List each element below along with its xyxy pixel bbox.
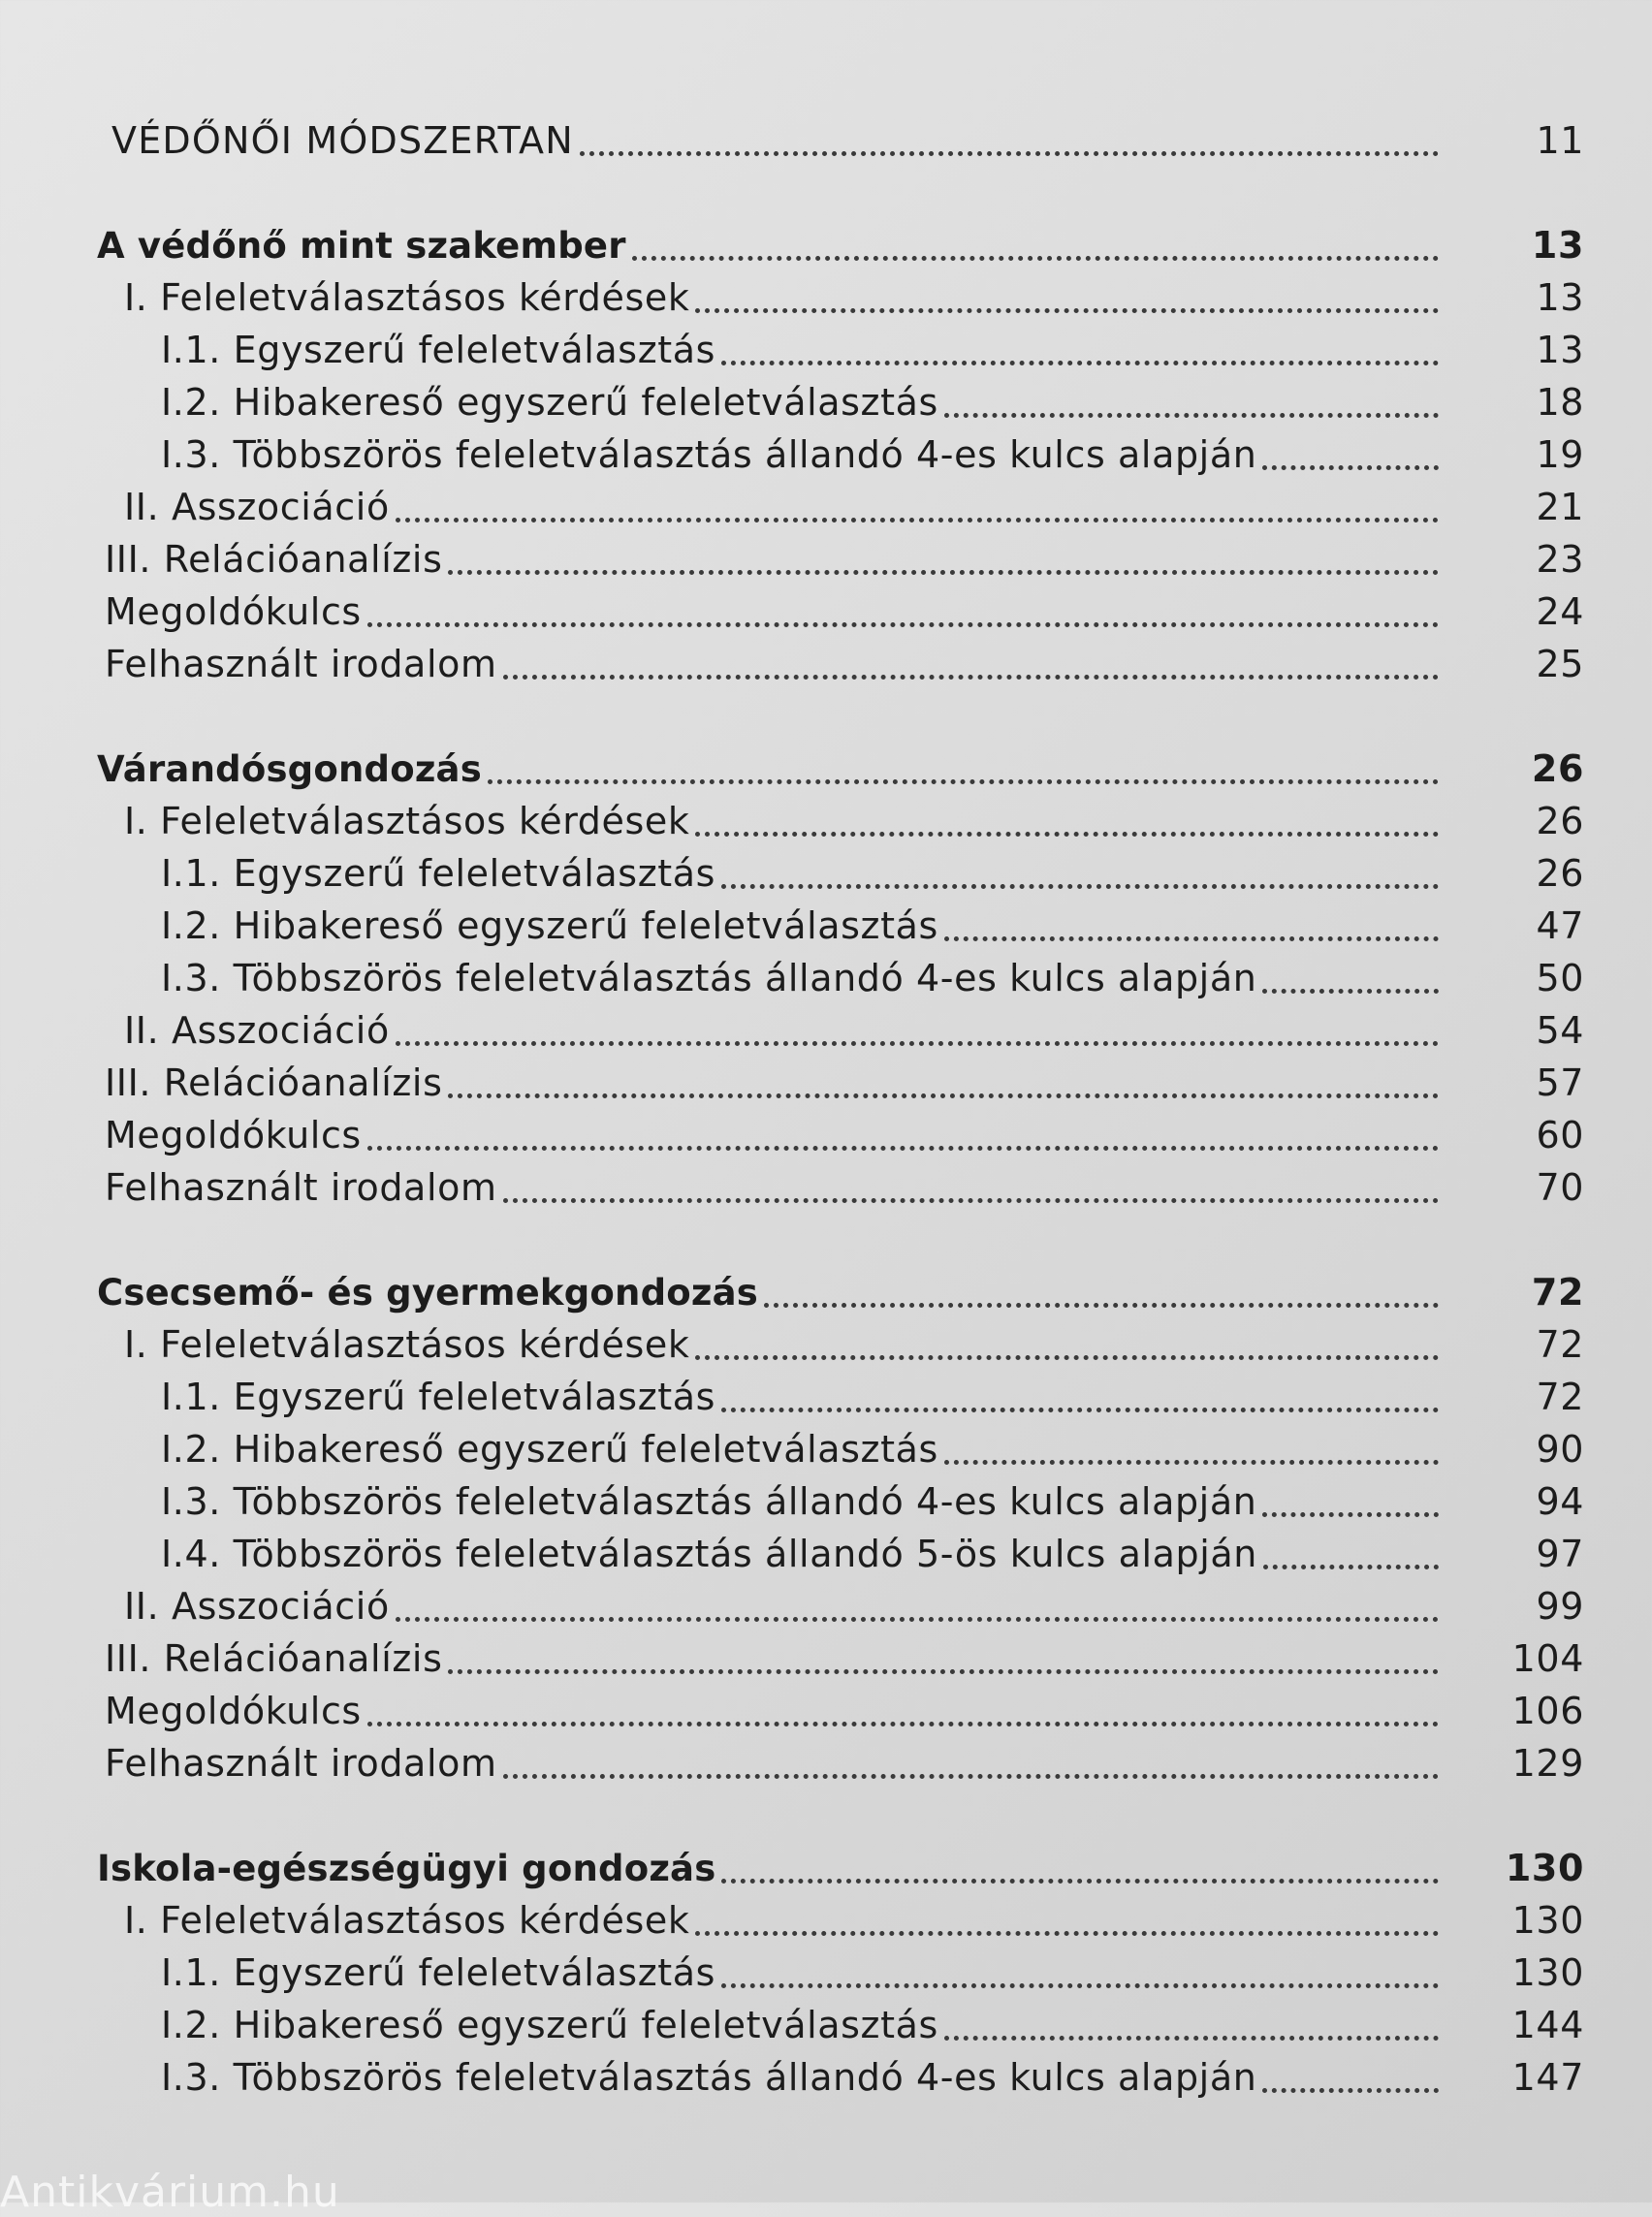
dot-leader <box>632 219 1439 261</box>
section-gap <box>97 167 1590 219</box>
toc-label: III. Relációanalízis <box>105 1061 443 1104</box>
toc-label: III. Relációanalízis <box>105 538 443 581</box>
toc-entry <box>97 1999 1590 2051</box>
toc-part-title <box>97 114 1590 167</box>
toc-label: A védőnő mint szakember <box>97 224 626 267</box>
toc-page-number: 23 <box>1536 538 1584 581</box>
toc-page-number: 54 <box>1536 1009 1584 1052</box>
toc-entry <box>97 1737 1590 1789</box>
toc-entry <box>97 1004 1590 1057</box>
toc-entry <box>97 2051 1590 2104</box>
toc-page-number: 129 <box>1511 1742 1584 1785</box>
toc-label: VÉDŐNŐI MÓDSZERTAN <box>111 119 574 162</box>
toc-page-number: 26 <box>1536 800 1584 842</box>
toc-label: Megoldókulcs <box>105 1114 362 1156</box>
toc-page-number: 97 <box>1536 1533 1584 1575</box>
toc-entry <box>97 1161 1590 1214</box>
toc-entry <box>97 586 1590 638</box>
toc-page-number: 13 <box>1536 276 1584 319</box>
toc-page-number: 147 <box>1511 2056 1584 2099</box>
toc-label: Várandósgondozás <box>97 747 482 790</box>
toc-label: I. Feleletválasztásos kérdések <box>124 800 690 842</box>
dot-leader <box>1262 2051 1439 2093</box>
toc-entry <box>97 1528 1590 1580</box>
dot-leader <box>448 533 1439 575</box>
toc-page-number: 25 <box>1536 643 1584 685</box>
toc-label: II. Asszociáció <box>124 1009 390 1052</box>
toc-label: I.3. Többszörös feleletválasztás állandó 4-es kulcs alapján <box>161 1480 1257 1523</box>
dot-leader <box>721 847 1439 889</box>
toc-label: I.2. Hibakereső egyszerű feleletválasztás <box>161 381 938 424</box>
dot-leader <box>695 1318 1439 1360</box>
toc-label: I.1. Egyszerű feleletválasztás <box>161 1951 716 1994</box>
toc-label: Felhasznált irodalom <box>105 1166 497 1209</box>
toc-label: I.1. Egyszerű feleletválasztás <box>161 1376 716 1418</box>
toc-page-number: 104 <box>1511 1637 1584 1680</box>
toc-page-number: 26 <box>1536 852 1584 895</box>
toc-page-number: 13 <box>1536 329 1584 371</box>
dot-leader <box>367 586 1439 627</box>
dot-leader <box>580 114 1439 156</box>
toc-entry <box>97 1423 1590 1475</box>
toc-label: Felhasznált irodalom <box>105 1742 497 1785</box>
toc-label: I. Feleletválasztásos kérdések <box>124 1323 690 1366</box>
toc-label: II. Asszociáció <box>124 1585 390 1628</box>
dot-leader <box>448 1632 1439 1674</box>
toc-page-number: 72 <box>1536 1323 1584 1366</box>
dot-leader <box>1263 1528 1439 1569</box>
toc-page-number: 19 <box>1536 433 1584 476</box>
section-gap <box>97 1789 1590 1842</box>
toc-entry <box>97 638 1590 690</box>
toc-entry <box>97 533 1590 586</box>
toc-label: I. Feleletválasztásos kérdések <box>124 1899 690 1942</box>
toc-label: III. Relációanalízis <box>105 1637 443 1680</box>
toc-entry <box>97 952 1590 1004</box>
toc-entry <box>97 1947 1590 1999</box>
toc-page-number: 94 <box>1536 1480 1584 1523</box>
toc-entry <box>97 1580 1590 1632</box>
toc-entry <box>97 1475 1590 1528</box>
dot-leader <box>367 1685 1439 1726</box>
dot-leader <box>721 1842 1439 1884</box>
toc-label: Megoldókulcs <box>105 590 362 633</box>
dot-leader <box>944 900 1439 941</box>
toc-entry <box>97 795 1590 847</box>
dot-leader <box>503 1161 1439 1203</box>
toc-label: I.2. Hibakereső egyszerű feleletválasztás <box>161 2004 938 2046</box>
toc-page-number: 60 <box>1536 1114 1584 1156</box>
toc-page-number: 99 <box>1536 1585 1584 1628</box>
toc-page-number: 72 <box>1531 1271 1584 1314</box>
toc-page-number: 130 <box>1505 1847 1584 1889</box>
dot-leader <box>695 271 1439 313</box>
toc-page-number: 50 <box>1536 957 1584 999</box>
toc-label: Felhasznált irodalom <box>105 643 497 685</box>
toc-entry <box>97 1318 1590 1371</box>
dot-leader <box>944 376 1439 418</box>
dot-leader <box>1262 952 1439 994</box>
dot-leader <box>695 795 1439 837</box>
toc-label: I.1. Egyszerű feleletválasztás <box>161 329 716 371</box>
toc-entry <box>97 1894 1590 1947</box>
toc-page-number: 72 <box>1536 1376 1584 1418</box>
toc-page-number: 11 <box>1536 119 1584 162</box>
section-gap <box>97 1214 1590 1266</box>
dot-leader <box>396 1580 1439 1622</box>
toc-page-number: 13 <box>1531 224 1584 267</box>
watermark: Antikvárium.hu <box>0 2168 340 2217</box>
dot-leader <box>503 638 1439 680</box>
toc-page-number: 106 <box>1511 1690 1584 1732</box>
toc-page-number: 144 <box>1511 2004 1584 2046</box>
toc-entry <box>97 376 1590 428</box>
toc-entry <box>97 428 1590 481</box>
toc-page-number: 47 <box>1536 904 1584 947</box>
toc-page-number: 70 <box>1536 1166 1584 1209</box>
dot-leader <box>695 1894 1439 1936</box>
toc-label: I.2. Hibakereső egyszerű feleletválasztás <box>161 904 938 947</box>
toc-entry <box>97 847 1590 900</box>
toc-label: Megoldókulcs <box>105 1690 362 1732</box>
dot-leader <box>721 1371 1439 1412</box>
toc-entry <box>97 271 1590 324</box>
toc-page-number: 57 <box>1536 1061 1584 1104</box>
toc-label: I. Feleletválasztásos kérdések <box>124 276 690 319</box>
toc-label: II. Asszociáció <box>124 486 390 528</box>
dot-leader <box>721 1947 1439 1988</box>
toc-entry <box>97 1057 1590 1109</box>
toc-section-heading <box>97 1266 1590 1318</box>
toc-label: Iskola-egészségügyi gondozás <box>97 1847 716 1889</box>
toc-entry <box>97 1685 1590 1737</box>
table-of-contents <box>97 114 1590 2104</box>
dot-leader <box>503 1737 1439 1779</box>
toc-page-number: 24 <box>1536 590 1584 633</box>
dot-leader <box>764 1266 1439 1308</box>
toc-page-number: 130 <box>1511 1899 1584 1942</box>
toc-page-number: 21 <box>1536 486 1584 528</box>
dot-leader <box>1262 428 1439 470</box>
dot-leader <box>1262 1475 1439 1517</box>
toc-entry <box>97 481 1590 533</box>
toc-page-number: 26 <box>1531 747 1584 790</box>
toc-page-number: 130 <box>1511 1951 1584 1994</box>
toc-section-heading <box>97 219 1590 271</box>
toc-page-number: 18 <box>1536 381 1584 424</box>
toc-section-heading <box>97 1842 1590 1894</box>
toc-label: Csecsemő- és gyermekgondozás <box>97 1271 759 1314</box>
toc-entry <box>97 1632 1590 1685</box>
toc-entry <box>97 900 1590 952</box>
toc-section-heading <box>97 743 1590 795</box>
section-gap <box>97 690 1590 743</box>
toc-entry <box>97 1109 1590 1161</box>
toc-label: I.3. Többszörös feleletválasztás állandó 4-es kulcs alapján <box>161 957 1257 999</box>
dot-leader <box>721 324 1439 365</box>
toc-page-number: 90 <box>1536 1428 1584 1471</box>
dot-leader <box>367 1109 1439 1151</box>
toc-label: I.2. Hibakereső egyszerű feleletválasztás <box>161 1428 938 1471</box>
toc-label: I.3. Többszörös feleletválasztás állandó 4-es kulcs alapján <box>161 433 1257 476</box>
toc-label: I.4. Többszörös feleletválasztás állandó 5-ös kulcs alapján <box>161 1533 1257 1575</box>
dot-leader <box>944 1999 1439 2041</box>
toc-entry <box>97 1371 1590 1423</box>
dot-leader <box>448 1057 1439 1098</box>
toc-label: I.3. Többszörös feleletválasztás állandó 4-es kulcs alapján <box>161 2056 1257 2099</box>
dot-leader <box>396 481 1439 523</box>
toc-label: I.1. Egyszerű feleletválasztás <box>161 852 716 895</box>
dot-leader <box>944 1423 1439 1465</box>
dot-leader <box>396 1004 1439 1046</box>
dot-leader <box>488 743 1439 784</box>
toc-entry <box>97 324 1590 376</box>
